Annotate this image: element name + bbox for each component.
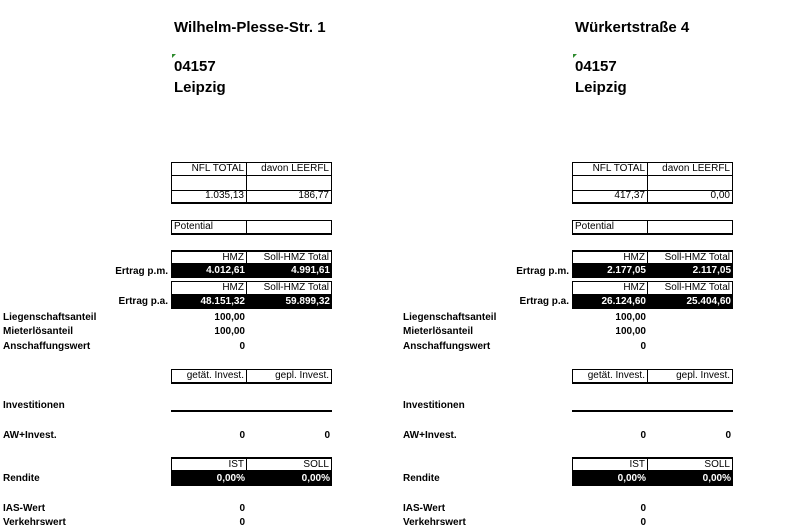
rendite-label: Rendite [3,473,40,484]
aw-invest-gepl[interactable]: 0 [324,430,330,441]
anschaffungswert-label: Anschaffungswert [403,341,491,352]
liegenschaftsanteil-label: Liegenschaftsanteil [3,312,97,323]
ertrag-pa-soll[interactable]: 59.899,32 [247,295,332,309]
getaet-invest-header[interactable]: getät. Invest. [171,369,247,384]
mieterloesanteil-value[interactable]: 100,00 [615,326,646,337]
investitionen-label: Investitionen [403,400,465,411]
hmz-header[interactable]: HMZ [171,250,247,264]
aw-invest-label: AW+Invest. [3,430,57,441]
ertrag-pm-soll[interactable]: 4.991,61 [247,264,332,278]
soll-hmz-header-pa[interactable]: Soll-HMZ Total [246,281,332,295]
ertrag-pm-hmz[interactable]: 2.177,05 [572,264,648,278]
verkehrswert-label: Verkehrswert [3,517,66,528]
aw-invest-label: AW+Invest. [403,430,457,441]
city: Leipzig [575,79,627,96]
soll-hmz-header[interactable]: Soll-HMZ Total [246,250,332,264]
street-title: Würkertstraße 4 [575,19,690,36]
mieterloesanteil-label: Mieterlösanteil [3,326,74,337]
verkehrswert-label: Verkehrswert [403,517,466,528]
gepl-invest-header[interactable]: gepl. Invest. [246,369,332,384]
potential-value[interactable] [647,220,733,235]
leerfl-empty-cell[interactable] [647,175,733,191]
ertrag-pa-label: Ertrag p.a. [519,296,569,307]
nfl-total-header[interactable]: NFL TOTAL [171,162,247,176]
ertrag-pa-hmz[interactable]: 26.124,60 [572,295,648,309]
ist-header[interactable]: IST [171,457,247,471]
ertrag-pm-label: Ertrag p.m. [516,266,569,277]
aw-invest-getaet[interactable]: 0 [239,430,245,441]
ias-wert-value[interactable]: 0 [640,503,646,514]
rendite-label: Rendite [403,473,440,484]
hmz-header-pa[interactable]: HMZ [171,281,247,295]
hmz-header-pa[interactable]: HMZ [572,281,648,295]
hmz-header[interactable]: HMZ [572,250,648,264]
ertrag-pm-label: Ertrag p.m. [115,266,168,277]
liegenschaftsanteil-value[interactable]: 100,00 [615,312,646,323]
anschaffungswert-value[interactable]: 0 [239,341,245,352]
liegenschaftsanteil-value[interactable]: 100,00 [214,312,245,323]
rendite-ist[interactable]: 0,00% [572,471,648,486]
ertrag-pa-label: Ertrag p.a. [118,296,168,307]
nfl-empty-cell[interactable] [572,175,648,191]
mieterloesanteil-value[interactable]: 100,00 [214,326,245,337]
mieterloesanteil-label: Mieterlösanteil [403,326,474,337]
investitionen-label: Investitionen [3,400,65,411]
davon-leerfl-value[interactable]: 186,77 [246,190,332,204]
leerfl-empty-cell[interactable] [246,175,332,191]
verkehrswert-value[interactable]: 0 [239,517,245,528]
getaet-invest-header[interactable]: getät. Invest. [572,369,648,384]
zip-code[interactable]: 04157 [174,58,216,75]
nfl-empty-cell[interactable] [171,175,247,191]
nfl-total-header[interactable]: NFL TOTAL [572,162,648,176]
investitionen-underline [171,410,332,412]
verkehrswert-value[interactable]: 0 [640,517,646,528]
anschaffungswert-label: Anschaffungswert [3,341,91,352]
potential-label[interactable]: Potential [572,220,648,235]
ist-header[interactable]: IST [572,457,648,471]
property-block [0,0,400,531]
property-block [400,0,802,531]
ertrag-pm-soll[interactable]: 2.117,05 [648,264,733,278]
investitionen-underline [572,410,733,412]
ertrag-pa-soll[interactable]: 25.404,60 [648,295,733,309]
liegenschaftsanteil-label: Liegenschaftsanteil [403,312,497,323]
soll-header[interactable]: SOLL [246,457,332,471]
potential-value[interactable] [246,220,332,235]
city: Leipzig [174,79,226,96]
ertrag-pa-hmz[interactable]: 48.151,32 [171,295,247,309]
aw-invest-getaet[interactable]: 0 [640,430,646,441]
rendite-ist[interactable]: 0,00% [171,471,247,486]
davon-leerfl-header[interactable]: davon LEERFL [246,162,332,176]
soll-hmz-header[interactable]: Soll-HMZ Total [647,250,733,264]
ias-wert-value[interactable]: 0 [239,503,245,514]
potential-label[interactable]: Potential [171,220,247,235]
ertrag-pm-hmz[interactable]: 4.012,61 [171,264,247,278]
ias-wert-label: IAS-Wert [3,503,46,514]
rendite-soll[interactable]: 0,00% [247,471,332,486]
zip-code[interactable]: 04157 [575,58,617,75]
nfl-total-value[interactable]: 1.035,13 [171,190,247,204]
gepl-invest-header[interactable]: gepl. Invest. [647,369,733,384]
davon-leerfl-header[interactable]: davon LEERFL [647,162,733,176]
rendite-soll[interactable]: 0,00% [648,471,733,486]
davon-leerfl-value[interactable]: 0,00 [647,190,733,204]
aw-invest-gepl[interactable]: 0 [725,430,731,441]
nfl-total-value[interactable]: 417,37 [572,190,648,204]
street-title: Wilhelm-Plesse-Str. 1 [174,19,326,36]
soll-header[interactable]: SOLL [647,457,733,471]
ias-wert-label: IAS-Wert [403,503,446,514]
anschaffungswert-value[interactable]: 0 [640,341,646,352]
soll-hmz-header-pa[interactable]: Soll-HMZ Total [647,281,733,295]
